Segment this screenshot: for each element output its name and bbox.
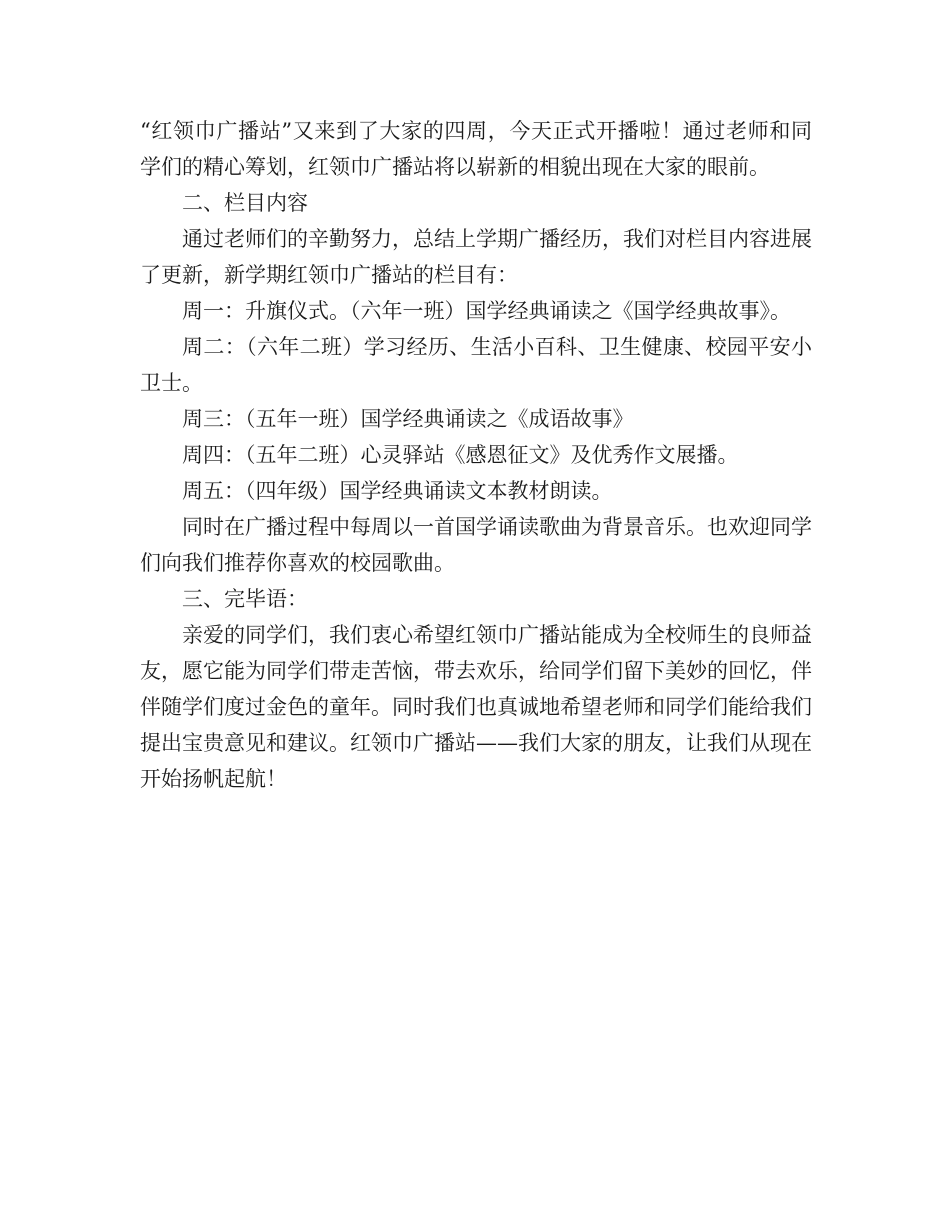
paragraph-program-intro: 通过老师们的辛勤努力，总结上学期广播经历，我们对栏目内容进展了更新，新学期红领巾广播站的栏目有： bbox=[140, 227, 812, 287]
paragraph-background-music: 同时在广播过程中每周以一首国学诵读歌曲为背景音乐。也欢迎同学们向我们推荐你喜欢的校园歌曲。 bbox=[140, 515, 812, 575]
paragraph-closing: 亲爱的同学们，我们衷心希望红领巾广播站能成为全校师生的良师益友，愿它能为同学们带走苦恼，带去欢乐，给同学们留下美妙的回忆，伴伴随学们度过金色的童年。同时我们也真诚地希望老师和同学们能给我们提出宝贵意见和建议。红领巾广播站——我们大家的朋友，让我们从现在开始扬帆起航！ bbox=[140, 623, 812, 791]
paragraph-opening: “红领巾广播站”又来到了大家的四周，今天正式开播啦！通过老师和同学们的精心筹划，红领巾广播站将以崭新的相貌出现在大家的眼前。 bbox=[140, 119, 812, 179]
schedule-thursday: 周四：（五年二班）心灵驿站《感恩征文》及优秀作文展播。 bbox=[182, 443, 739, 467]
section-heading-closing: 三、完毕语： bbox=[182, 587, 308, 611]
document-body bbox=[140, 113, 812, 797]
section-heading-program-content: 二、栏目内容 bbox=[182, 191, 308, 215]
schedule-wednesday: 周三：（五年一班）国学经典诵读之《成语故事》 bbox=[182, 407, 634, 431]
schedule-monday: 周一：升旗仪式。（六年一班）国学经典诵读之《国学经典故事》。 bbox=[182, 299, 791, 323]
schedule-friday: 周五：（四年级）国学经典诵读文本教材朗读。 bbox=[182, 479, 613, 503]
schedule-tuesday: 周二：（六年二班）学习经历、生活小百科、卫生健康、校园平安小卫士。 bbox=[140, 335, 812, 395]
